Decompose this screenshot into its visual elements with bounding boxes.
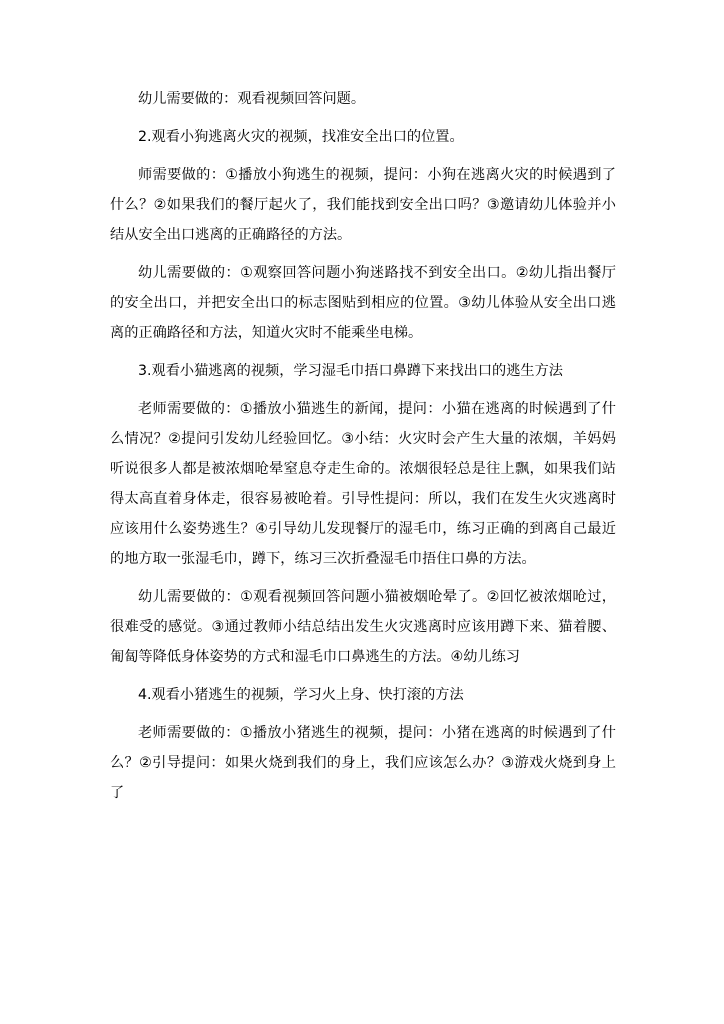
paragraph-teacher-task-2: 师需要做的：①播放小狗逃生的视频，提问：小狗在逃离火灾的时候遇到了什么？②如果我们的餐厅起火了，我们能找到安全出口吗？③邀请幼儿体验并小结从安全出口逃离的正确路径的方法。 [110,167,616,243]
paragraph-child-task-3: 幼儿需要做的：①观看视频回答问题小猫被烟呛晕了。②回忆被浓烟呛过，很难受的感觉。③通过教师小结总结出发生火灾逃离时应该用蹲下来、猫着腰、匍匐等降低身体姿势的方式和湿毛巾口鼻逃生的方法。④幼儿练习 [110,589,616,665]
section-heading-3: 3.观看小猫逃离的视频，学习湿毛巾捂口鼻蹲下来找出口的逃生方法 [138,363,563,379]
document-body [110,84,616,816]
paragraph-teacher-task-4: 老师需要做的：①播放小猪逃生的视频，提问：小猪在逃离的时候遇到了什么？②引导提问：如果火烧到我们的身上，我们应该怎么办？③游戏火烧到身上了 [110,725,616,801]
paragraph-teacher-task-3: 老师需要做的：①播放小猫逃生的新闻，提问：小猫在逃离的时候遇到了什么情况？②提问引发幼儿经验回忆。③小结：火灾时会产生大量的浓烟，羊妈妈听说很多人都是被浓烟呛晕窒息夺走生命的。浓烟很轻总是往上飘，如果我们站得太高直着身体走，很容易被呛着。引导性提问：所以，我们在发生火灾逃离时应该用什么姿势逃生？④引导幼儿发现餐厅的湿毛巾，练习正确的到离自己最近的地方取一张湿毛巾，蹲下，练习三次折叠湿毛巾捂住口鼻的方法。 [110,401,616,567]
paragraph-child-task-2: 幼儿需要做的：①观察回答问题小狗迷路找不到安全出口。②幼儿指出餐厅的安全出口，并把安全出口的标志图贴到相应的位置。③幼儿体验从安全出口逃离的正确路径和方法，知道火灾时不能乘坐电梯。 [110,265,616,341]
section-heading-4: 4.观看小猪逃生的视频，学习火上身、快打滚的方法 [138,687,464,703]
section-heading-2: 2.观看小狗逃离火灾的视频，找准安全出口的位置。 [138,129,464,145]
paragraph-child-task-1: 幼儿需要做的：观看视频回答问题。 [138,91,366,107]
